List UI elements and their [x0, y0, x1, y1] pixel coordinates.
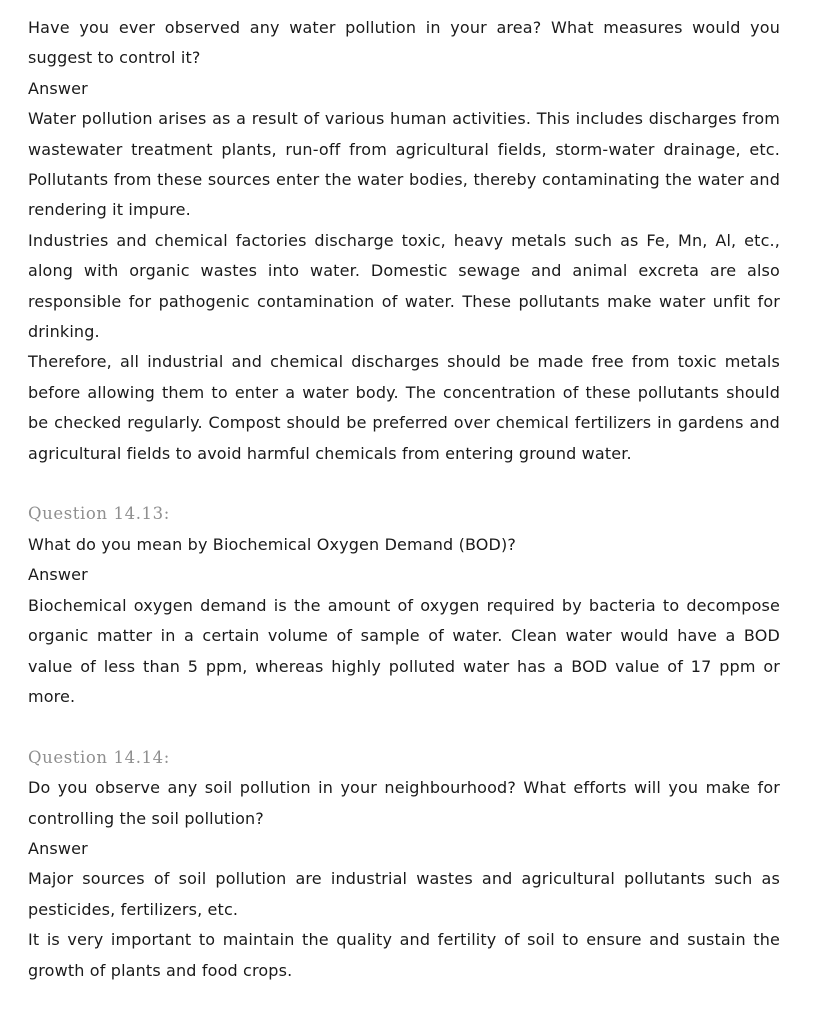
answer-label: Answer — [28, 565, 88, 585]
question-section-14-12 — [28, 13, 780, 469]
question-heading: Question 14.13: — [28, 504, 170, 524]
answer-label: Answer — [28, 838, 88, 858]
section-spacer — [28, 469, 780, 499]
question-text: Have you ever observed any water pollution in your area? What measures would you suggest to control it? — [28, 18, 780, 68]
answer-label: Answer — [28, 78, 88, 98]
question-text: What do you mean by Biochemical Oxygen Demand (BOD)? — [28, 534, 517, 554]
document-page — [28, 13, 780, 986]
question-section-14-14 — [28, 743, 780, 986]
section-spacer — [28, 712, 780, 742]
question-section-14-13 — [28, 499, 780, 712]
question-heading: Question 14.14: — [28, 747, 170, 767]
answer-paragraph: Therefore, all industrial and chemical discharges should be made free from toxic metals before allowing them to enter a water body. The concentration of these pollutants should be checked regularly. Compost should be preferred over chemical fertilizers in gardens and agricultural fields to avoid harmful chemicals from entering ground water. — [28, 352, 780, 463]
answer-paragraph: Industries and chemical factories discharge toxic, heavy metals such as Fe, Mn, Al, etc., along with organic wastes into water. Domestic sewage and animal excreta are also responsible for pathogenic contamination of water. These pollutants make water unfit for drinking. — [28, 230, 780, 342]
answer-paragraph: Water pollution arises as a result of various human activities. This includes discharges from wastewater treatment plants, run-off from agricultural fields, storm-water drainage, etc. Pollutants from these sources enter the water bodies, thereby contaminating the water and rendering it impure. — [28, 109, 780, 220]
answer-paragraph: Major sources of soil pollution are industrial wastes and agricultural pollutants such as pesticides, fertilizers, etc. — [28, 869, 780, 919]
question-text: Do you observe any soil pollution in your neighbourhood? What efforts will you make for controlling the soil pollution? — [28, 778, 780, 828]
answer-paragraph: Biochemical oxygen demand is the amount of oxygen required by bacteria to decompose organic matter in a certain volume of sample of water. Clean water would have a BOD value of less than 5 ppm, whereas highly polluted water has a BOD value of 17 ppm or more. — [28, 595, 780, 706]
answer-paragraph: It is very important to maintain the quality and fertility of soil to ensure and sustain the growth of plants and food crops. — [28, 930, 780, 980]
